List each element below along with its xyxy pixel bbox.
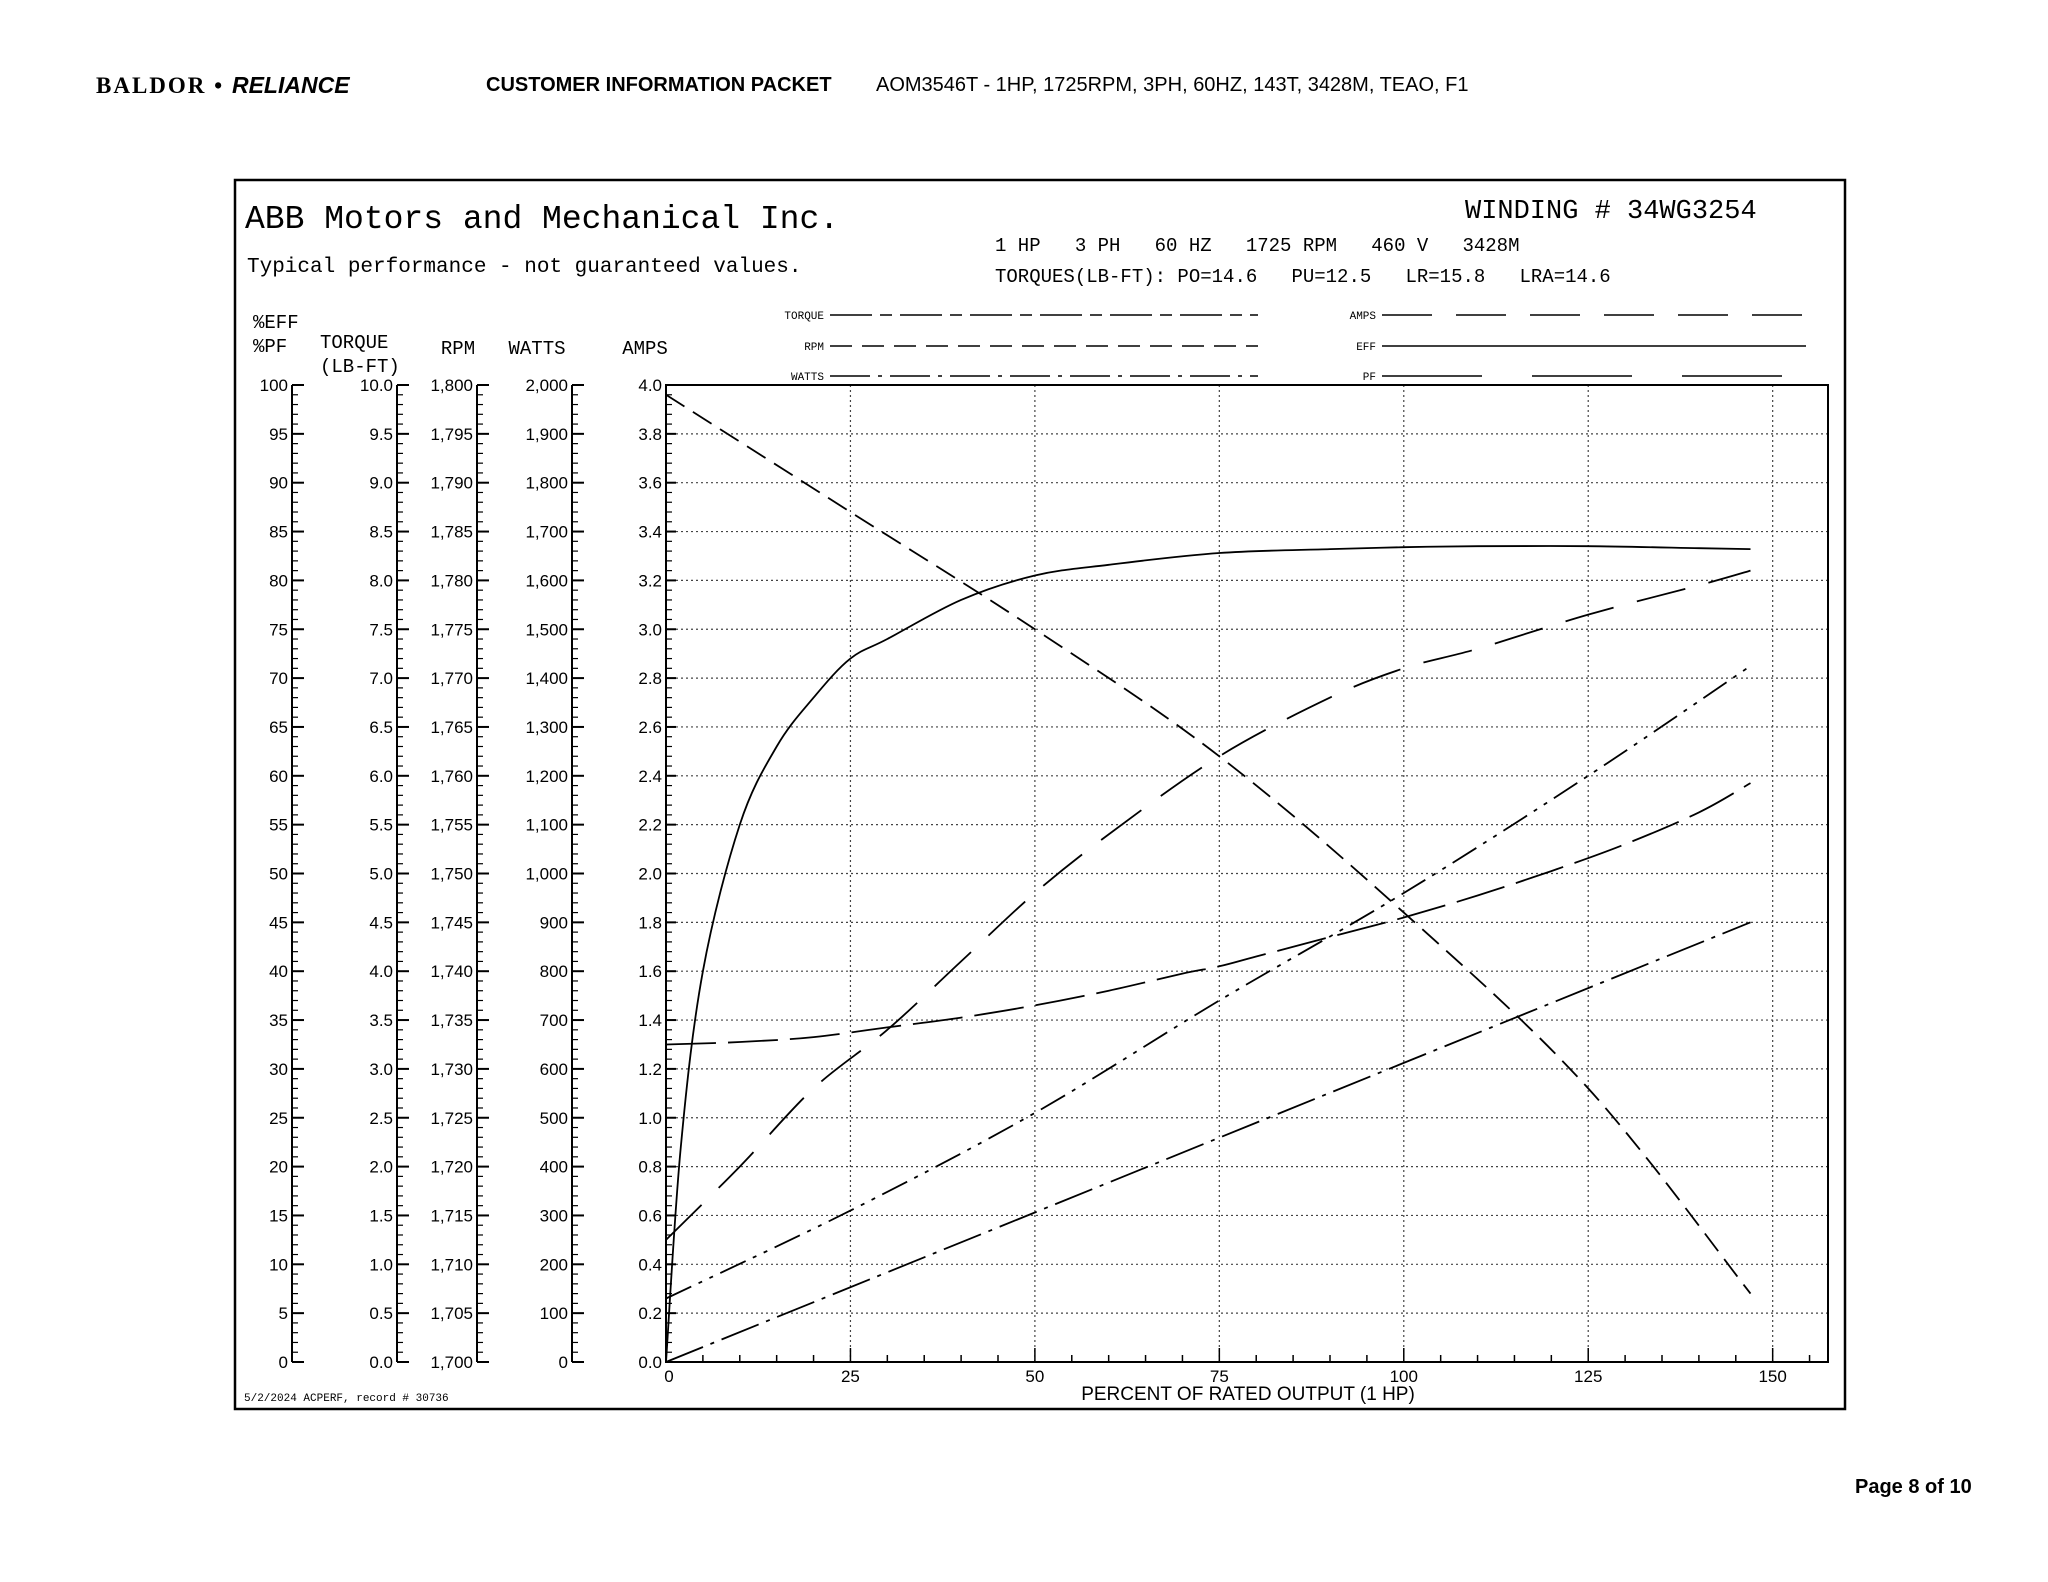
y-tick-label: 1,700 — [525, 522, 568, 542]
y-tick-label: 0.0 — [369, 1353, 393, 1372]
y-tick-label: 1,795 — [430, 424, 473, 444]
y-tick-label: 7.0 — [369, 669, 393, 689]
y-tick-label: 8.5 — [369, 522, 393, 542]
y-tick-label: 35 — [269, 1011, 288, 1031]
legend-label: TORQUE — [784, 311, 824, 323]
x-tick-label: 25 — [840, 1367, 860, 1386]
y-tick-label: 2.0 — [369, 1157, 393, 1177]
section-title: CUSTOMER INFORMATION PACKET — [486, 74, 832, 96]
y-tick-label: 200 — [539, 1255, 568, 1275]
y-tick-label: 0.8 — [638, 1157, 662, 1177]
y-tick-label: 4.0 — [638, 376, 662, 395]
axis-headers — [253, 312, 668, 378]
y-tick-label: 1,200 — [525, 766, 568, 786]
y-tick-label: 90 — [269, 473, 288, 493]
rating-line: 1 HP 3 PH 60 HZ 1725 RPM 460 V 3428M — [995, 235, 1520, 257]
x-tick-label: 100 — [1389, 1367, 1418, 1386]
y-tick-label: 1,725 — [430, 1108, 473, 1128]
y-tick-label: 1,735 — [430, 1011, 473, 1031]
y-tick-label: 3.8 — [638, 424, 662, 444]
y-tick-label: 1,705 — [430, 1304, 473, 1324]
y-tick-label: 300 — [539, 1206, 568, 1226]
y-tick-label: 500 — [539, 1108, 568, 1128]
winding-number: WINDING # 34WG3254 — [1465, 197, 1757, 227]
y-tick-label: 6.5 — [369, 717, 393, 737]
y-tick-label: 3.2 — [638, 571, 662, 591]
y-tick-label: 1,765 — [430, 717, 473, 737]
y-tick-label: 9.5 — [369, 424, 393, 444]
y-tick-label: 1.0 — [638, 1108, 662, 1128]
axis-header: %PF — [253, 336, 288, 358]
y-tick-label: 1,750 — [430, 864, 473, 884]
y-tick-label: 3.4 — [638, 522, 662, 542]
y-tick-label: 25 — [269, 1108, 288, 1128]
y-tick-label: 1.4 — [638, 1011, 662, 1031]
x-tick-label: 150 — [1758, 1367, 1787, 1386]
legend-label: RPM — [804, 342, 824, 354]
series-rpm-line — [666, 395, 1751, 1294]
y-tick-label: 600 — [539, 1059, 568, 1079]
y-tick-label: 40 — [269, 962, 288, 982]
y-tick-label: 1.2 — [638, 1059, 662, 1079]
y-tick-label: 1,720 — [430, 1157, 473, 1177]
axis-header: AMPS — [622, 338, 668, 360]
axis-header-top: %EFF — [253, 312, 299, 334]
y-tick-label: 1,700 — [430, 1353, 473, 1372]
x-tick-label: 50 — [1025, 1367, 1045, 1386]
y-tick-label: 1,400 — [525, 669, 568, 689]
y-tick-label: 5 — [278, 1304, 288, 1324]
y-tick-label: 1,500 — [525, 620, 568, 640]
y-tick-label: 6.0 — [369, 766, 393, 786]
y-tick-label: 2.0 — [638, 864, 662, 884]
x-tick-label: 75 — [1209, 1367, 1229, 1386]
y-tick-label: 0.0 — [638, 1353, 662, 1372]
y-tick-label: 2.8 — [638, 669, 662, 689]
y-tick-label: 1,770 — [430, 669, 473, 689]
legend-label: PF — [1362, 372, 1376, 384]
y-tick-label: 95 — [269, 424, 288, 444]
y-tick-label: 1.5 — [369, 1206, 393, 1226]
y-tick-label: 3.6 — [638, 473, 662, 493]
y-tick-label: 0 — [558, 1353, 568, 1372]
y-tick-label: 5.0 — [369, 864, 393, 884]
y-tick-label: 5.5 — [369, 815, 393, 835]
x-tick-label: 0 — [664, 1367, 674, 1386]
y-tick-label: 0.2 — [638, 1304, 662, 1324]
series-eff-line — [666, 546, 1751, 1362]
y-tick-label: 800 — [539, 962, 568, 982]
y-tick-label: 1,780 — [430, 571, 473, 591]
page-number: Page 8 of 10 — [1855, 1476, 1972, 1498]
y-tick-label: 3.0 — [638, 620, 662, 640]
y-tick-label: 400 — [539, 1157, 568, 1177]
y-tick-label: 20 — [269, 1157, 288, 1177]
legend — [784, 311, 1806, 384]
y-tick-label: 8.0 — [369, 571, 393, 591]
y-tick-label: 2.4 — [638, 766, 662, 786]
y-tick-label: 65 — [269, 717, 288, 737]
y-tick-label: 70 — [269, 669, 288, 689]
y-tick-label: 1,760 — [430, 766, 473, 786]
torques-line: TORQUES(LB-FT): PO=14.6 PU=12.5 LR=15.8 LRA=14.6 — [995, 266, 1611, 288]
y-tick-label: 1,745 — [430, 913, 473, 933]
axis-header-top: TORQUE — [320, 332, 389, 354]
y-tick-label: 100 — [259, 376, 288, 395]
y-tick-label: 7.5 — [369, 620, 393, 640]
x-axis — [664, 1348, 1809, 1386]
y-tick-label: 1,785 — [430, 522, 473, 542]
y-tick-label: 3.0 — [369, 1059, 393, 1079]
chart-subtitle: Typical performance - not guaranteed values. — [247, 256, 802, 279]
y-tick-label: 75 — [269, 620, 288, 640]
y-tick-label: 1,755 — [430, 815, 473, 835]
y-tick-label: 85 — [269, 522, 288, 542]
y-tick-label: 10.0 — [359, 376, 393, 395]
y-tick-label: 0.4 — [638, 1255, 662, 1275]
y-tick-label: 50 — [269, 864, 288, 884]
y-tick-label: 2.2 — [638, 815, 662, 835]
y-tick-label: 100 — [539, 1304, 568, 1324]
brand-separator: • — [214, 73, 225, 98]
y-axes — [260, 376, 676, 1372]
company-name: ABB Motors and Mechanical Inc. — [245, 201, 840, 238]
y-tick-label: 45 — [269, 913, 288, 933]
legend-label: WATTS — [790, 372, 824, 384]
y-tick-label: 1.0 — [369, 1255, 393, 1275]
y-tick-label: 1,790 — [430, 473, 473, 493]
y-tick-label: 900 — [539, 913, 568, 933]
y-tick-label: 1.6 — [638, 962, 662, 982]
y-tick-label: 30 — [269, 1059, 288, 1079]
y-tick-label: 10 — [269, 1255, 288, 1275]
y-tick-label: 1,300 — [525, 717, 568, 737]
y-tick-label: 1,710 — [430, 1255, 473, 1275]
y-tick-label: 1,900 — [525, 424, 568, 444]
y-tick-label: 2.5 — [369, 1108, 393, 1128]
y-tick-label: 4.5 — [369, 913, 393, 933]
x-axis-label: PERCENT OF RATED OUTPUT (1 HP) — [1081, 1384, 1415, 1405]
brand-reliance: RELIANCE — [231, 72, 350, 98]
record-footer: 5/2/2024 ACPERF, record # 30736 — [244, 1393, 449, 1405]
y-tick-label: 80 — [269, 571, 288, 591]
y-tick-label: 15 — [269, 1206, 288, 1226]
y-tick-label: 1,730 — [430, 1059, 473, 1079]
y-tick-label: 2.6 — [638, 717, 662, 737]
y-tick-label: 700 — [539, 1011, 568, 1031]
axis-header: (LB-FT) — [320, 356, 400, 378]
axis-header: WATTS — [508, 338, 566, 360]
x-tick-label: 125 — [1574, 1367, 1603, 1386]
y-tick-label: 0.5 — [369, 1304, 393, 1324]
y-tick-label: 60 — [269, 766, 288, 786]
y-tick-label: 1,600 — [525, 571, 568, 591]
y-tick-label: 9.0 — [369, 473, 393, 493]
legend-label: AMPS — [1349, 311, 1376, 323]
y-tick-label: 3.5 — [369, 1011, 393, 1031]
y-tick-label: 2,000 — [525, 376, 568, 395]
brand-baldor: BALDOR — [96, 73, 207, 98]
model-info: AOM3546T - 1HP, 1725RPM, 3PH, 60HZ, 143T, 3428M, TEAO, F1 — [876, 74, 1469, 96]
y-tick-label: 0 — [278, 1353, 288, 1372]
y-tick-label: 1,800 — [525, 473, 568, 493]
y-tick-label: 4.0 — [369, 962, 393, 982]
y-tick-label: 1,000 — [525, 864, 568, 884]
y-tick-label: 1,800 — [430, 376, 473, 395]
y-tick-label: 0.6 — [638, 1206, 662, 1226]
y-tick-label: 1,740 — [430, 962, 473, 982]
y-tick-label: 1,775 — [430, 620, 473, 640]
legend-label: EFF — [1356, 342, 1376, 354]
y-tick-label: 1.8 — [638, 913, 662, 933]
y-tick-label: 1,100 — [525, 815, 568, 835]
axis-header: RPM — [440, 338, 476, 360]
y-tick-label: 55 — [269, 815, 288, 835]
y-tick-label: 1,715 — [430, 1206, 473, 1226]
